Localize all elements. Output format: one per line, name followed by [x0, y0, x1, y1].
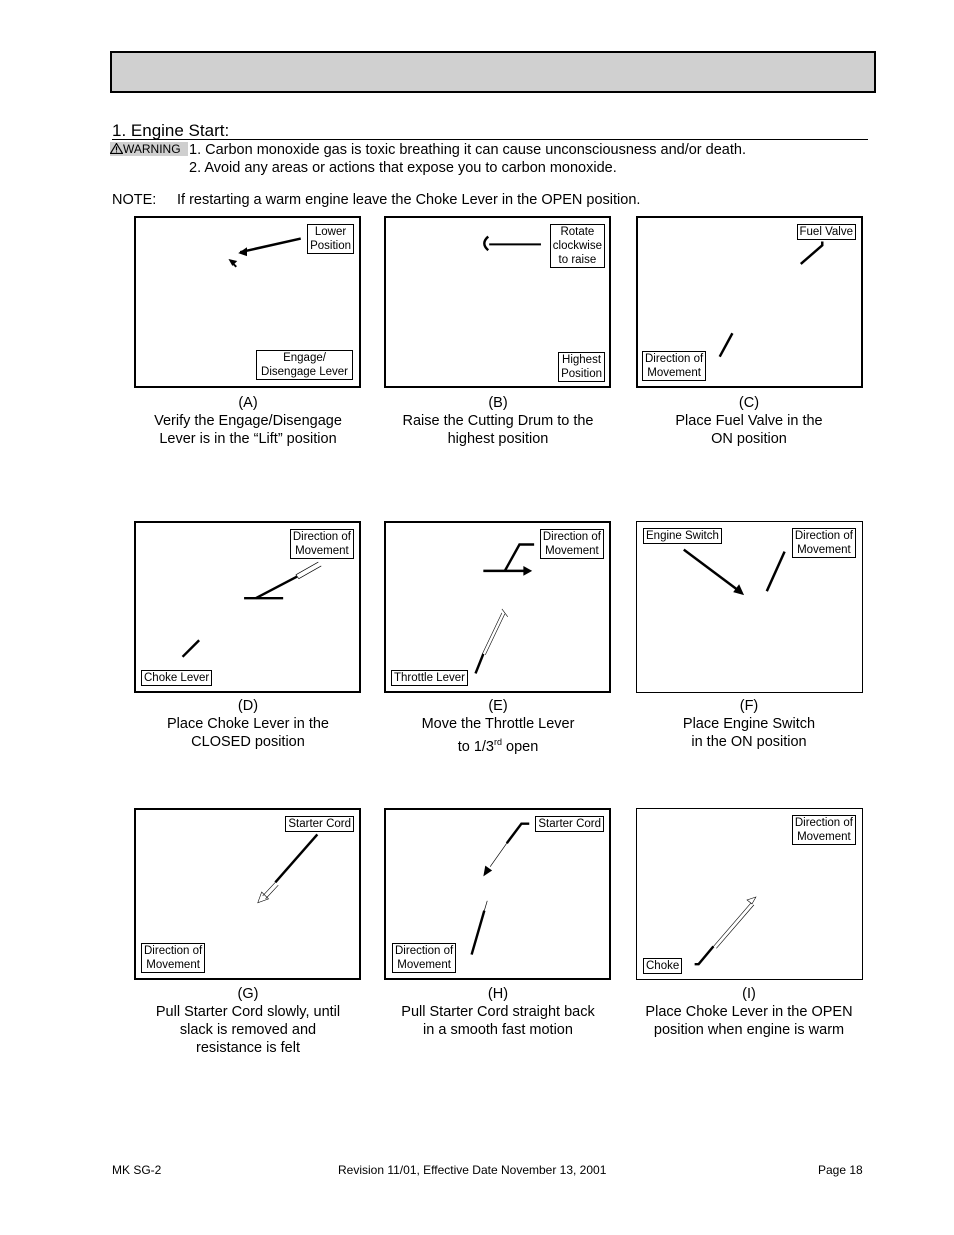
- panel-g-illustration: [134, 808, 361, 980]
- footer-doc-id: MK SG-2: [112, 1163, 162, 1177]
- label-direction-of-movement: Direction of Movement: [792, 528, 856, 558]
- panel-f-illustration: [636, 521, 863, 693]
- label-throttle-lever: Throttle Lever: [391, 670, 468, 686]
- label-direction-of-movement: Direction of Movement: [642, 351, 706, 381]
- label-starter-cord: Starter Cord: [535, 816, 604, 832]
- caption-c-letter: (C): [738, 395, 760, 411]
- caption-g-letter: (G): [237, 986, 259, 1002]
- label-direction-of-movement: Direction of Movement: [141, 943, 205, 973]
- caption-i-letter: (I): [742, 986, 756, 1002]
- label-direction-of-movement: Direction of Movement: [792, 815, 856, 845]
- caption-b-letter: (B): [488, 395, 508, 411]
- caption-b-line-1: Raise the Cutting Drum to the: [402, 413, 594, 429]
- label-direction-of-movement: Direction of Movement: [540, 529, 604, 559]
- label-direction-of-movement: Direction of Movement: [392, 943, 456, 973]
- caption-i: [629, 985, 869, 1039]
- panel-e-illustration: [384, 521, 611, 693]
- caption-e-line-2: [378, 733, 618, 756]
- label-starter-cord: Starter Cord: [285, 816, 354, 832]
- caption-b-line-2: highest position: [447, 431, 549, 447]
- caption-c: [629, 394, 869, 448]
- panel-d-illustration: [134, 521, 361, 693]
- warning-line-2: 2. Avoid any areas or actions that expose you to carbon monoxide.: [189, 160, 617, 176]
- caption-g-line-2: slack is removed and: [179, 1022, 317, 1038]
- warning-badge: [110, 142, 188, 156]
- label-choke: Choke: [643, 958, 682, 974]
- footer-revision: Revision 11/01, Effective Date November 13, 2001: [338, 1163, 607, 1177]
- caption-a-line-2: Lever is in the “Lift” position: [159, 431, 337, 447]
- caption-e-line-1: Move the Throttle Lever: [421, 716, 575, 732]
- caption-g: [128, 985, 368, 1057]
- caption-h-line-2: in a smooth fast motion: [423, 1022, 573, 1038]
- caption-i-line-1: Place Choke Lever in the OPEN: [645, 1004, 853, 1020]
- caption-e-fraction: to 1/3: [457, 738, 494, 755]
- warning-line-1: 1. Carbon monoxide gas is toxic breathing it can cause unconsciousness and/or death.: [189, 142, 746, 158]
- caption-h: [378, 985, 618, 1039]
- caption-g-line-1: Pull Starter Cord slowly, until: [155, 1004, 341, 1020]
- note-prefix: NOTE:: [112, 192, 157, 208]
- section-title: 1. Engine Start:: [112, 121, 230, 140]
- label-engage-disengage-lever: Engage/ Disengage Lever: [256, 350, 353, 380]
- warning-badge-label: WARNING: [123, 142, 181, 156]
- caption-a: [128, 394, 368, 448]
- caption-i-line-2: position when engine is warm: [653, 1022, 845, 1038]
- caption-e-superscript: rd: [493, 737, 502, 747]
- caption-d-line-1: Place Choke Lever in the: [166, 716, 329, 732]
- caption-h-letter: (H): [487, 986, 509, 1002]
- panel-b-illustration: [384, 216, 611, 388]
- note-text: If restarting a warm engine leave the Choke Lever in the OPEN position.: [177, 192, 641, 208]
- title-divider: [112, 139, 868, 140]
- caption-g-line-3: resistance is felt: [196, 1040, 300, 1056]
- warning-triangle-icon: [110, 143, 123, 154]
- caption-d: [128, 697, 368, 751]
- label-engine-switch: Engine Switch: [643, 528, 722, 544]
- header-bar: [110, 51, 876, 93]
- label-choke-lever: Choke Lever: [141, 670, 212, 686]
- label-fuel-valve: Fuel Valve: [797, 224, 856, 240]
- label-highest-position: Highest Position: [558, 352, 605, 382]
- panel-a-illustration: [134, 216, 361, 388]
- caption-a-letter: (A): [238, 395, 258, 411]
- label-direction-of-movement: Direction of Movement: [290, 529, 354, 559]
- panel-c-illustration: [636, 216, 863, 388]
- panel-i-illustration: [636, 808, 863, 980]
- footer-page-number: Page 18: [818, 1163, 863, 1177]
- label-rotate-clockwise: Rotate clockwise to raise: [550, 224, 605, 268]
- label-lower-position: Lower Position: [307, 224, 354, 254]
- panel-h-illustration: [384, 808, 611, 980]
- caption-c-line-2: ON position: [711, 431, 787, 447]
- caption-b: [378, 394, 618, 448]
- caption-d-letter: (D): [237, 698, 259, 714]
- caption-e: [378, 697, 618, 756]
- caption-f-line-2: in the ON position: [691, 734, 807, 750]
- caption-c-line-1: Place Fuel Valve in the: [675, 413, 823, 429]
- caption-e-letter: (E): [488, 698, 508, 714]
- caption-f-line-1: Place Engine Switch: [682, 716, 816, 732]
- caption-f: [629, 697, 869, 751]
- caption-h-line-1: Pull Starter Cord straight back: [401, 1004, 595, 1020]
- caption-a-line-1: Verify the Engage/Disengage: [154, 413, 342, 429]
- caption-e-open: open: [502, 738, 539, 755]
- caption-f-letter: (F): [739, 698, 759, 714]
- caption-d-line-2: CLOSED position: [191, 734, 305, 750]
